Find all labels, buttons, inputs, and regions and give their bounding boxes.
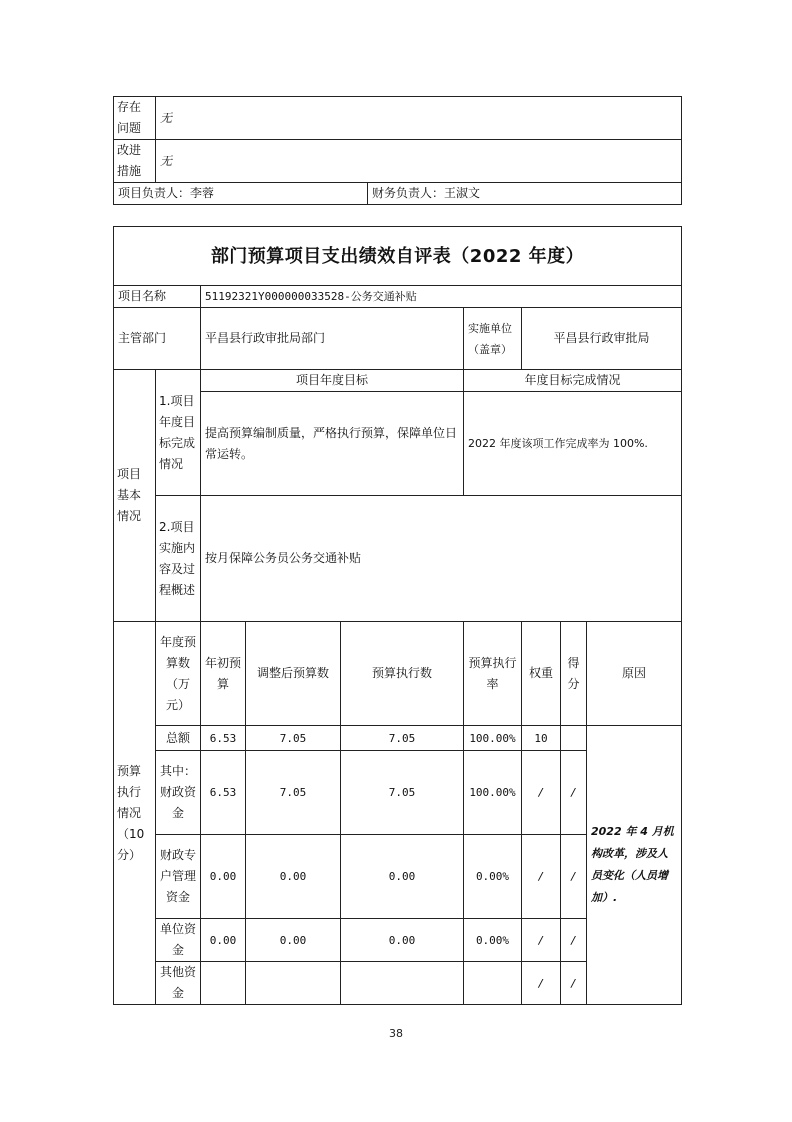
executed-cell: 7.05 [341, 751, 464, 835]
initial-cell: 0.00 [201, 919, 246, 962]
rate-cell: 0.00% [464, 919, 522, 962]
score-cell: / [561, 962, 587, 1005]
page-number: 38 [389, 1027, 403, 1040]
executed-cell: 0.00 [341, 919, 464, 962]
executed-cell: 0.00 [341, 835, 464, 919]
performance-form [113, 226, 682, 1005]
dept-label: 主管部门 [114, 308, 201, 370]
project-lead: 项目负责人：李蓉 [114, 183, 368, 205]
issues-label: 存在问题 [114, 97, 156, 140]
goal-header: 项目年度目标 [201, 370, 464, 392]
row-label: 其他资金 [156, 962, 201, 1005]
weight-header: 权重 [522, 622, 561, 726]
initial-header: 年初预算 [201, 622, 246, 726]
adjusted-cell: 7.05 [246, 751, 341, 835]
issues-table [113, 96, 682, 205]
reason-value: 2022 年 4 月机构改革，涉及人员变化（人员增加）. [587, 726, 682, 1005]
executed-cell: 7.05 [341, 726, 464, 751]
improve-label: 改进措施 [114, 140, 156, 183]
project-name-value: 51192321Y000000033528-公务交通补贴 [201, 286, 682, 308]
impl-unit-value: 平昌县行政审批局 [522, 308, 682, 370]
impl-unit-label: 实施单位（盖章） [464, 308, 522, 370]
adjusted-cell: 7.05 [246, 726, 341, 751]
weight-cell: / [522, 962, 561, 1005]
content-value: 按月保障公务员公务交通补贴 [201, 496, 682, 622]
row-label: 其中：财政资金 [156, 751, 201, 835]
finance-lead: 财务负责人：王淑文 [368, 183, 682, 205]
goal-section-label: 1.项目年度目标完成情况 [156, 370, 201, 496]
rate-cell: 100.00% [464, 751, 522, 835]
score-cell: / [561, 751, 587, 835]
adjusted-cell: 0.00 [246, 835, 341, 919]
row-label: 总额 [156, 726, 201, 751]
weight-cell: 10 [522, 726, 561, 751]
score-header: 得分 [561, 622, 587, 726]
score-cell: / [561, 835, 587, 919]
score-cell [561, 726, 587, 751]
completion-value: 2022 年度该项工作完成率为 100%. [464, 392, 682, 496]
executed-cell [341, 962, 464, 1005]
basic-info-label: 项目基本情况 [114, 370, 156, 622]
annual-budget-header: 年度预算数（万元） [156, 622, 201, 726]
rate-cell: 100.00% [464, 726, 522, 751]
rate-cell: 0.00% [464, 835, 522, 919]
dept-value: 平昌县行政审批局部门 [201, 308, 464, 370]
budget-label: 预算执行情况（10分） [114, 622, 156, 1005]
initial-cell: 0.00 [201, 835, 246, 919]
adjusted-cell [246, 962, 341, 1005]
initial-cell: 6.53 [201, 726, 246, 751]
weight-cell: / [522, 835, 561, 919]
row-label: 单位资金 [156, 919, 201, 962]
weight-cell: / [522, 751, 561, 835]
score-cell: / [561, 919, 587, 962]
initial-cell: 6.53 [201, 751, 246, 835]
executed-header: 预算执行数 [341, 622, 464, 726]
improve-value: 无 [156, 140, 682, 183]
reason-header: 原因 [587, 622, 682, 726]
project-name-label: 项目名称 [114, 286, 201, 308]
content-section-label: 2.项目实施内容及过程概述 [156, 496, 201, 622]
rate-cell [464, 962, 522, 1005]
adjusted-header: 调整后预算数 [246, 622, 341, 726]
issues-value: 无 [156, 97, 682, 140]
goal-value: 提高预算编制质量，严格执行预算，保障单位日常运转。 [201, 392, 464, 496]
form-title: 部门预算项目支出绩效自评表（2022 年度） [114, 227, 682, 286]
budget-row [114, 726, 682, 751]
weight-cell: / [522, 919, 561, 962]
initial-cell [201, 962, 246, 1005]
rate-header: 预算执行率 [464, 622, 522, 726]
adjusted-cell: 0.00 [246, 919, 341, 962]
row-label: 财政专户管理资金 [156, 835, 201, 919]
completion-header: 年度目标完成情况 [464, 370, 682, 392]
